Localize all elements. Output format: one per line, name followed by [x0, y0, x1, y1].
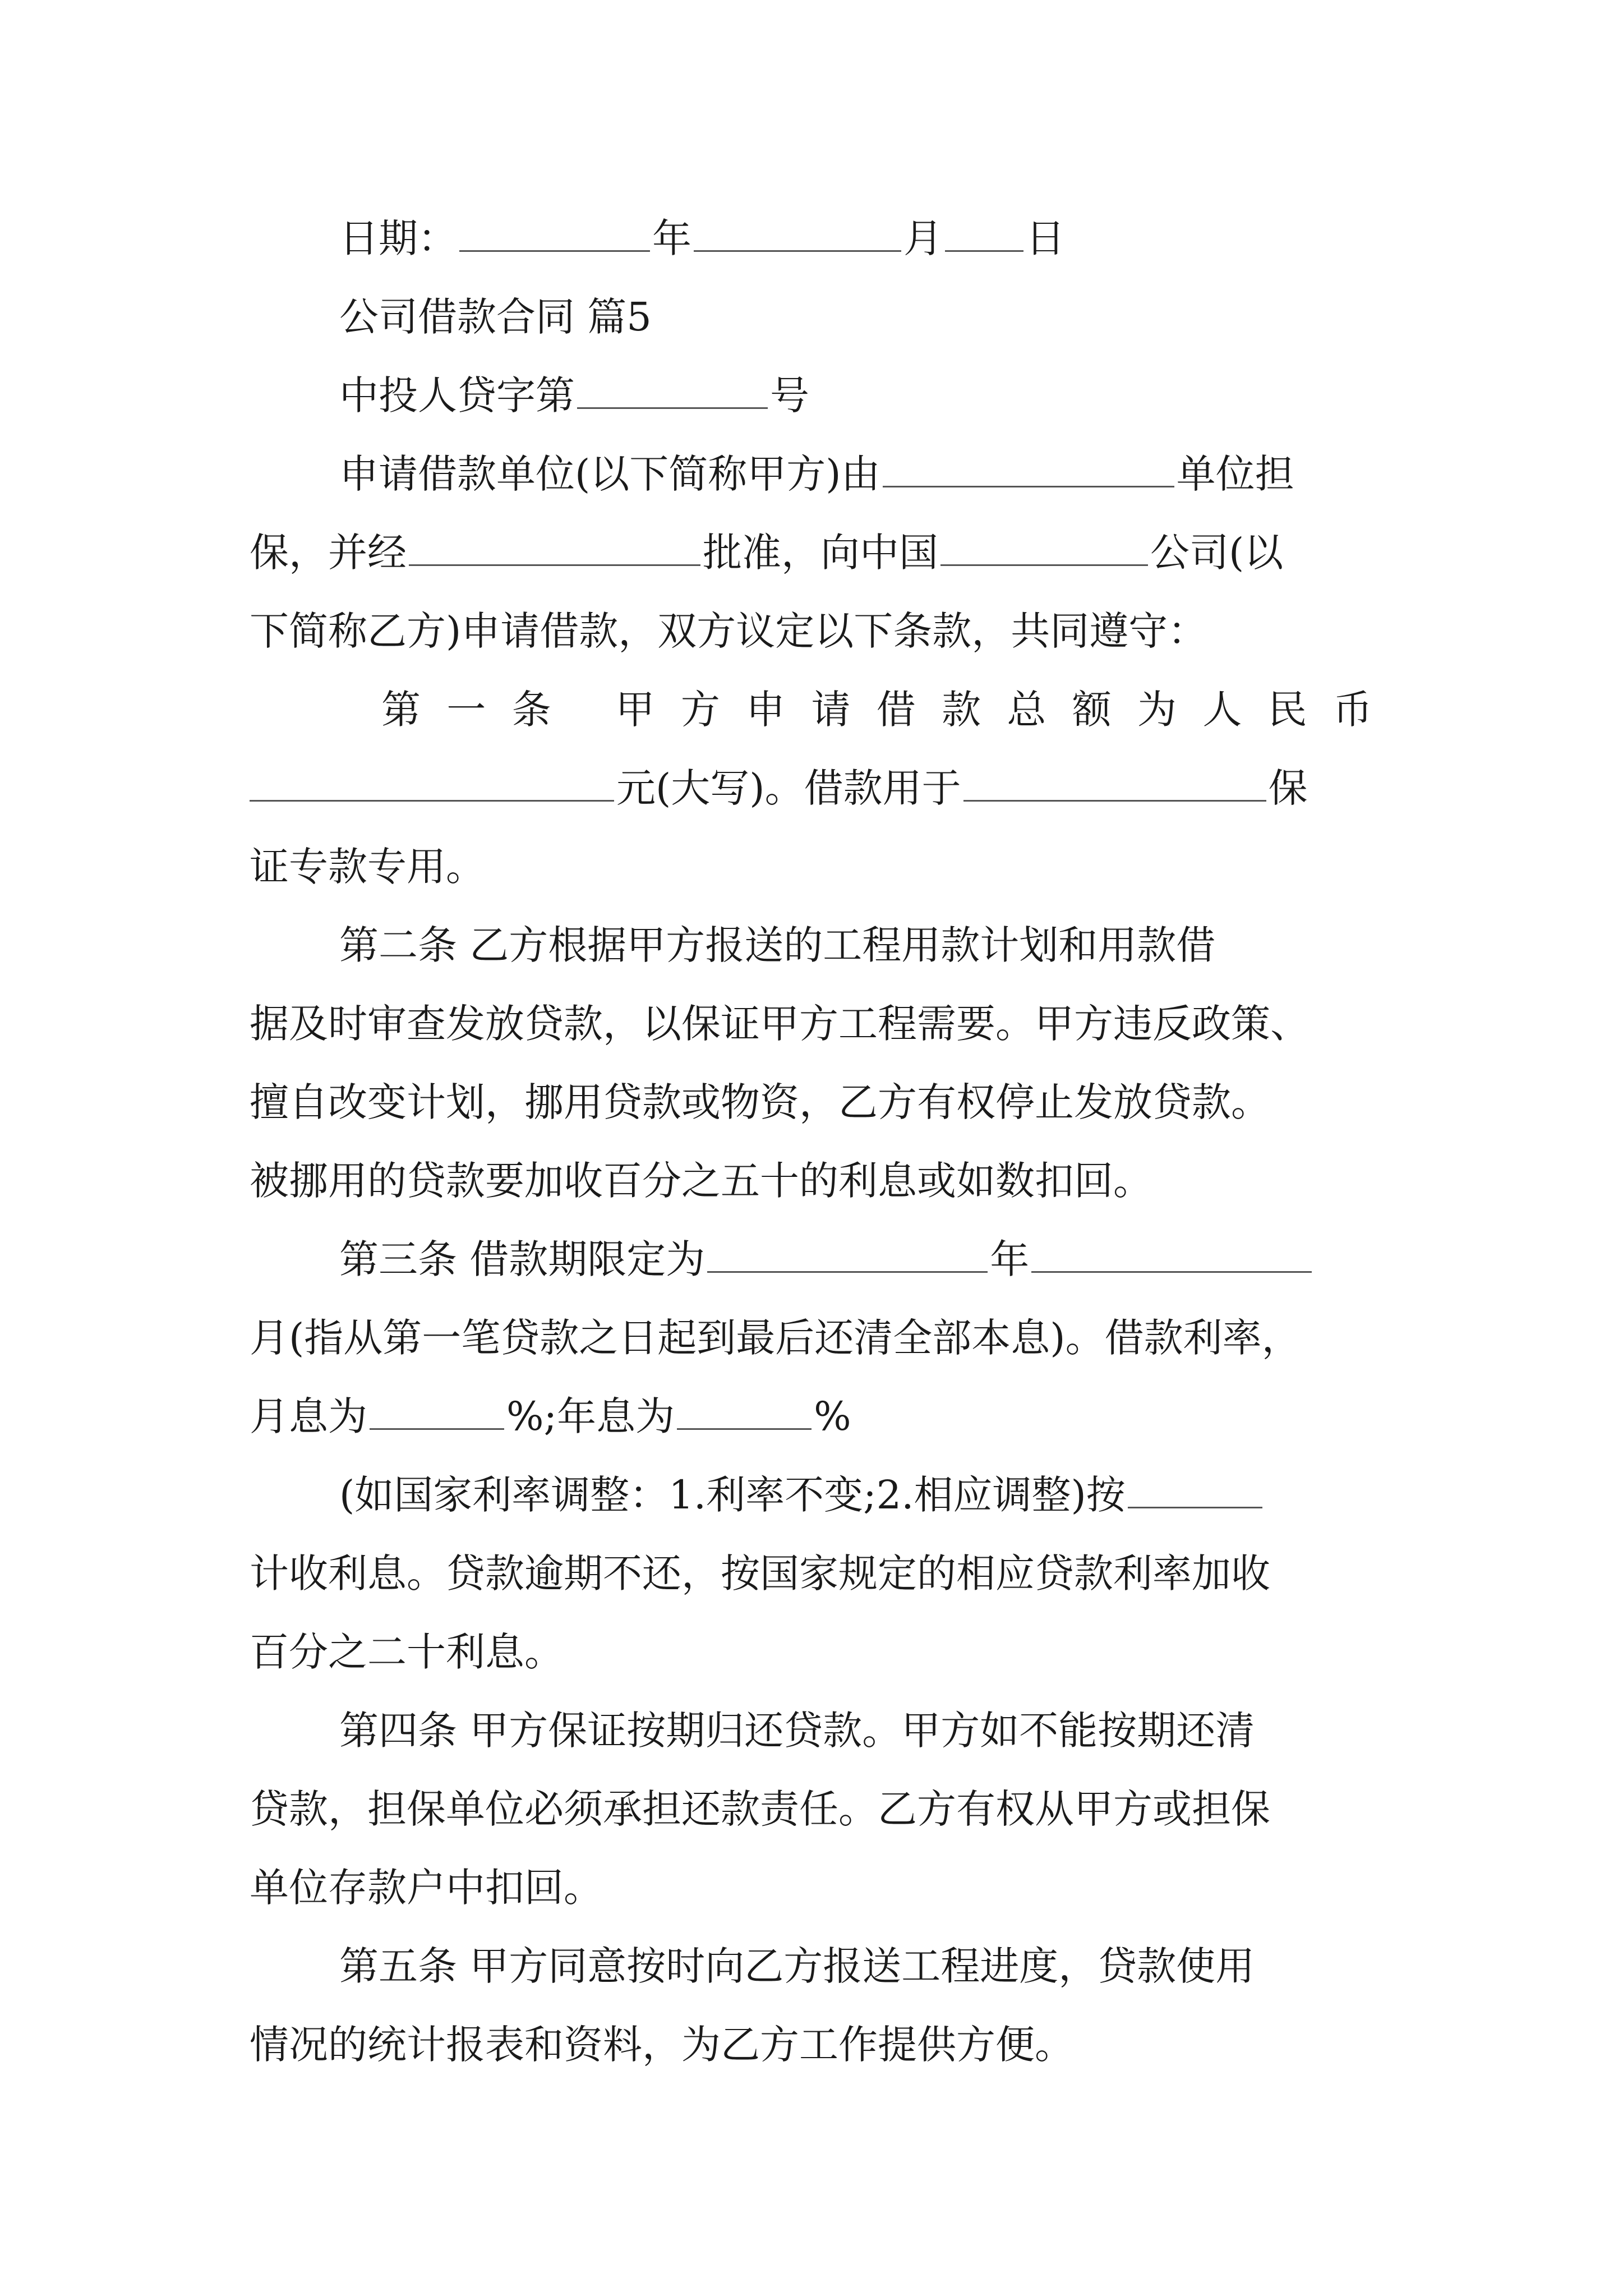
article3-line-6: 百分之二十利息。 — [250, 1629, 564, 1675]
day-blank — [945, 211, 1023, 252]
term-year-blank — [707, 1232, 988, 1273]
article3-line-3 — [250, 1377, 1394, 1456]
intro-text: 批准，向中国 — [703, 530, 938, 576]
intro-text: 公司(以 — [1150, 530, 1284, 576]
article1-line-2 — [250, 749, 1394, 827]
article1-line-3: 证专款专用。 — [250, 844, 485, 890]
article4-line-1: 第四条 甲方保证按期归还贷款。甲方如不能按期还清 — [339, 1708, 1255, 1754]
date-day: 日 — [1026, 215, 1065, 261]
article1-text: 保 — [1268, 765, 1308, 811]
article3-text: 月息为 — [250, 1393, 367, 1439]
article4-line-2: 贷款，担保单位必须承担还款责任。乙方有权从甲方或担保 — [250, 1786, 1270, 1832]
article2-line-3: 擅自改变计划，挪用贷款或物资，乙方有权停止发放贷款。 — [250, 1079, 1270, 1125]
intro-text: 单位担 — [1176, 451, 1294, 497]
intro-line-3: 下简称乙方)申请借款，双方议定以下条款，共同遵守： — [250, 608, 1207, 654]
date-year: 年 — [652, 215, 691, 261]
article1-text: 元(大写)。借款用于 — [616, 765, 961, 811]
article3-line-2: 月(指从第一笔贷款之日起到最后还清全部本息)。借款利率， — [250, 1315, 1301, 1361]
contract-number-blank — [577, 368, 768, 409]
article3-line-5: 计收利息。贷款逾期不还，按国家规定的相应贷款利率加收 — [250, 1550, 1270, 1596]
contract-number-line — [339, 356, 1394, 435]
article3-text: 年 — [990, 1236, 1030, 1282]
intro-text: 保，并经 — [250, 530, 407, 576]
guarantor-blank — [883, 447, 1174, 487]
article3-text: (如国家利率调整：1.利率不变;2.相应调整)按 — [339, 1472, 1126, 1518]
contract-number-prefix: 中投人贷字第 — [339, 372, 575, 418]
company-blank — [940, 525, 1148, 566]
annual-rate-blank — [677, 1389, 811, 1430]
article1-line-1: 第一条 甲方申请借款总额为人民币 — [381, 687, 1394, 733]
intro-text: 申请借款单位(以下简称甲方)由 — [339, 451, 880, 497]
contract-number-suffix: 号 — [770, 372, 809, 418]
article3-text: 第三条 借款期限定为 — [339, 1236, 706, 1282]
amount-blank — [250, 761, 614, 802]
article3-line-4 — [339, 1456, 1394, 1534]
year-blank — [459, 211, 650, 252]
article3-text: % — [814, 1393, 851, 1439]
intro-line-2 — [250, 513, 1394, 592]
purpose-blank — [963, 761, 1266, 802]
article3-line-1 — [339, 1220, 1394, 1299]
article2-line-4: 被挪用的贷款要加收百分之五十的利息或如数扣回。 — [250, 1158, 1152, 1204]
article2-line-1: 第二条 乙方根据甲方报送的工程用款计划和用款借 — [339, 922, 1216, 968]
date-month: 月 — [903, 215, 943, 261]
article3-text: %;年息为 — [506, 1393, 675, 1439]
monthly-rate-blank — [370, 1389, 504, 1430]
intro-line-1 — [339, 435, 1394, 513]
article5-line-2: 情况的统计报表和资料，为乙方工作提供方便。 — [250, 2022, 1074, 2068]
date-line — [339, 199, 1394, 278]
article4-line-3: 单位存款户中扣回。 — [250, 1865, 603, 1911]
term-month-blank — [1031, 1232, 1312, 1273]
approver-blank — [409, 525, 700, 566]
article5-line-1: 第五条 甲方同意按时向乙方报送工程进度，贷款使用 — [339, 1943, 1255, 1989]
month-blank — [694, 211, 901, 252]
article2-line-2: 据及时审查发放贷款，以保证甲方工程需要。甲方违反政策、 — [250, 1001, 1310, 1047]
rate-option-blank — [1128, 1467, 1262, 1508]
contract-heading: 公司借款合同 篇5 — [339, 294, 652, 340]
date-label: 日期： — [339, 215, 457, 261]
